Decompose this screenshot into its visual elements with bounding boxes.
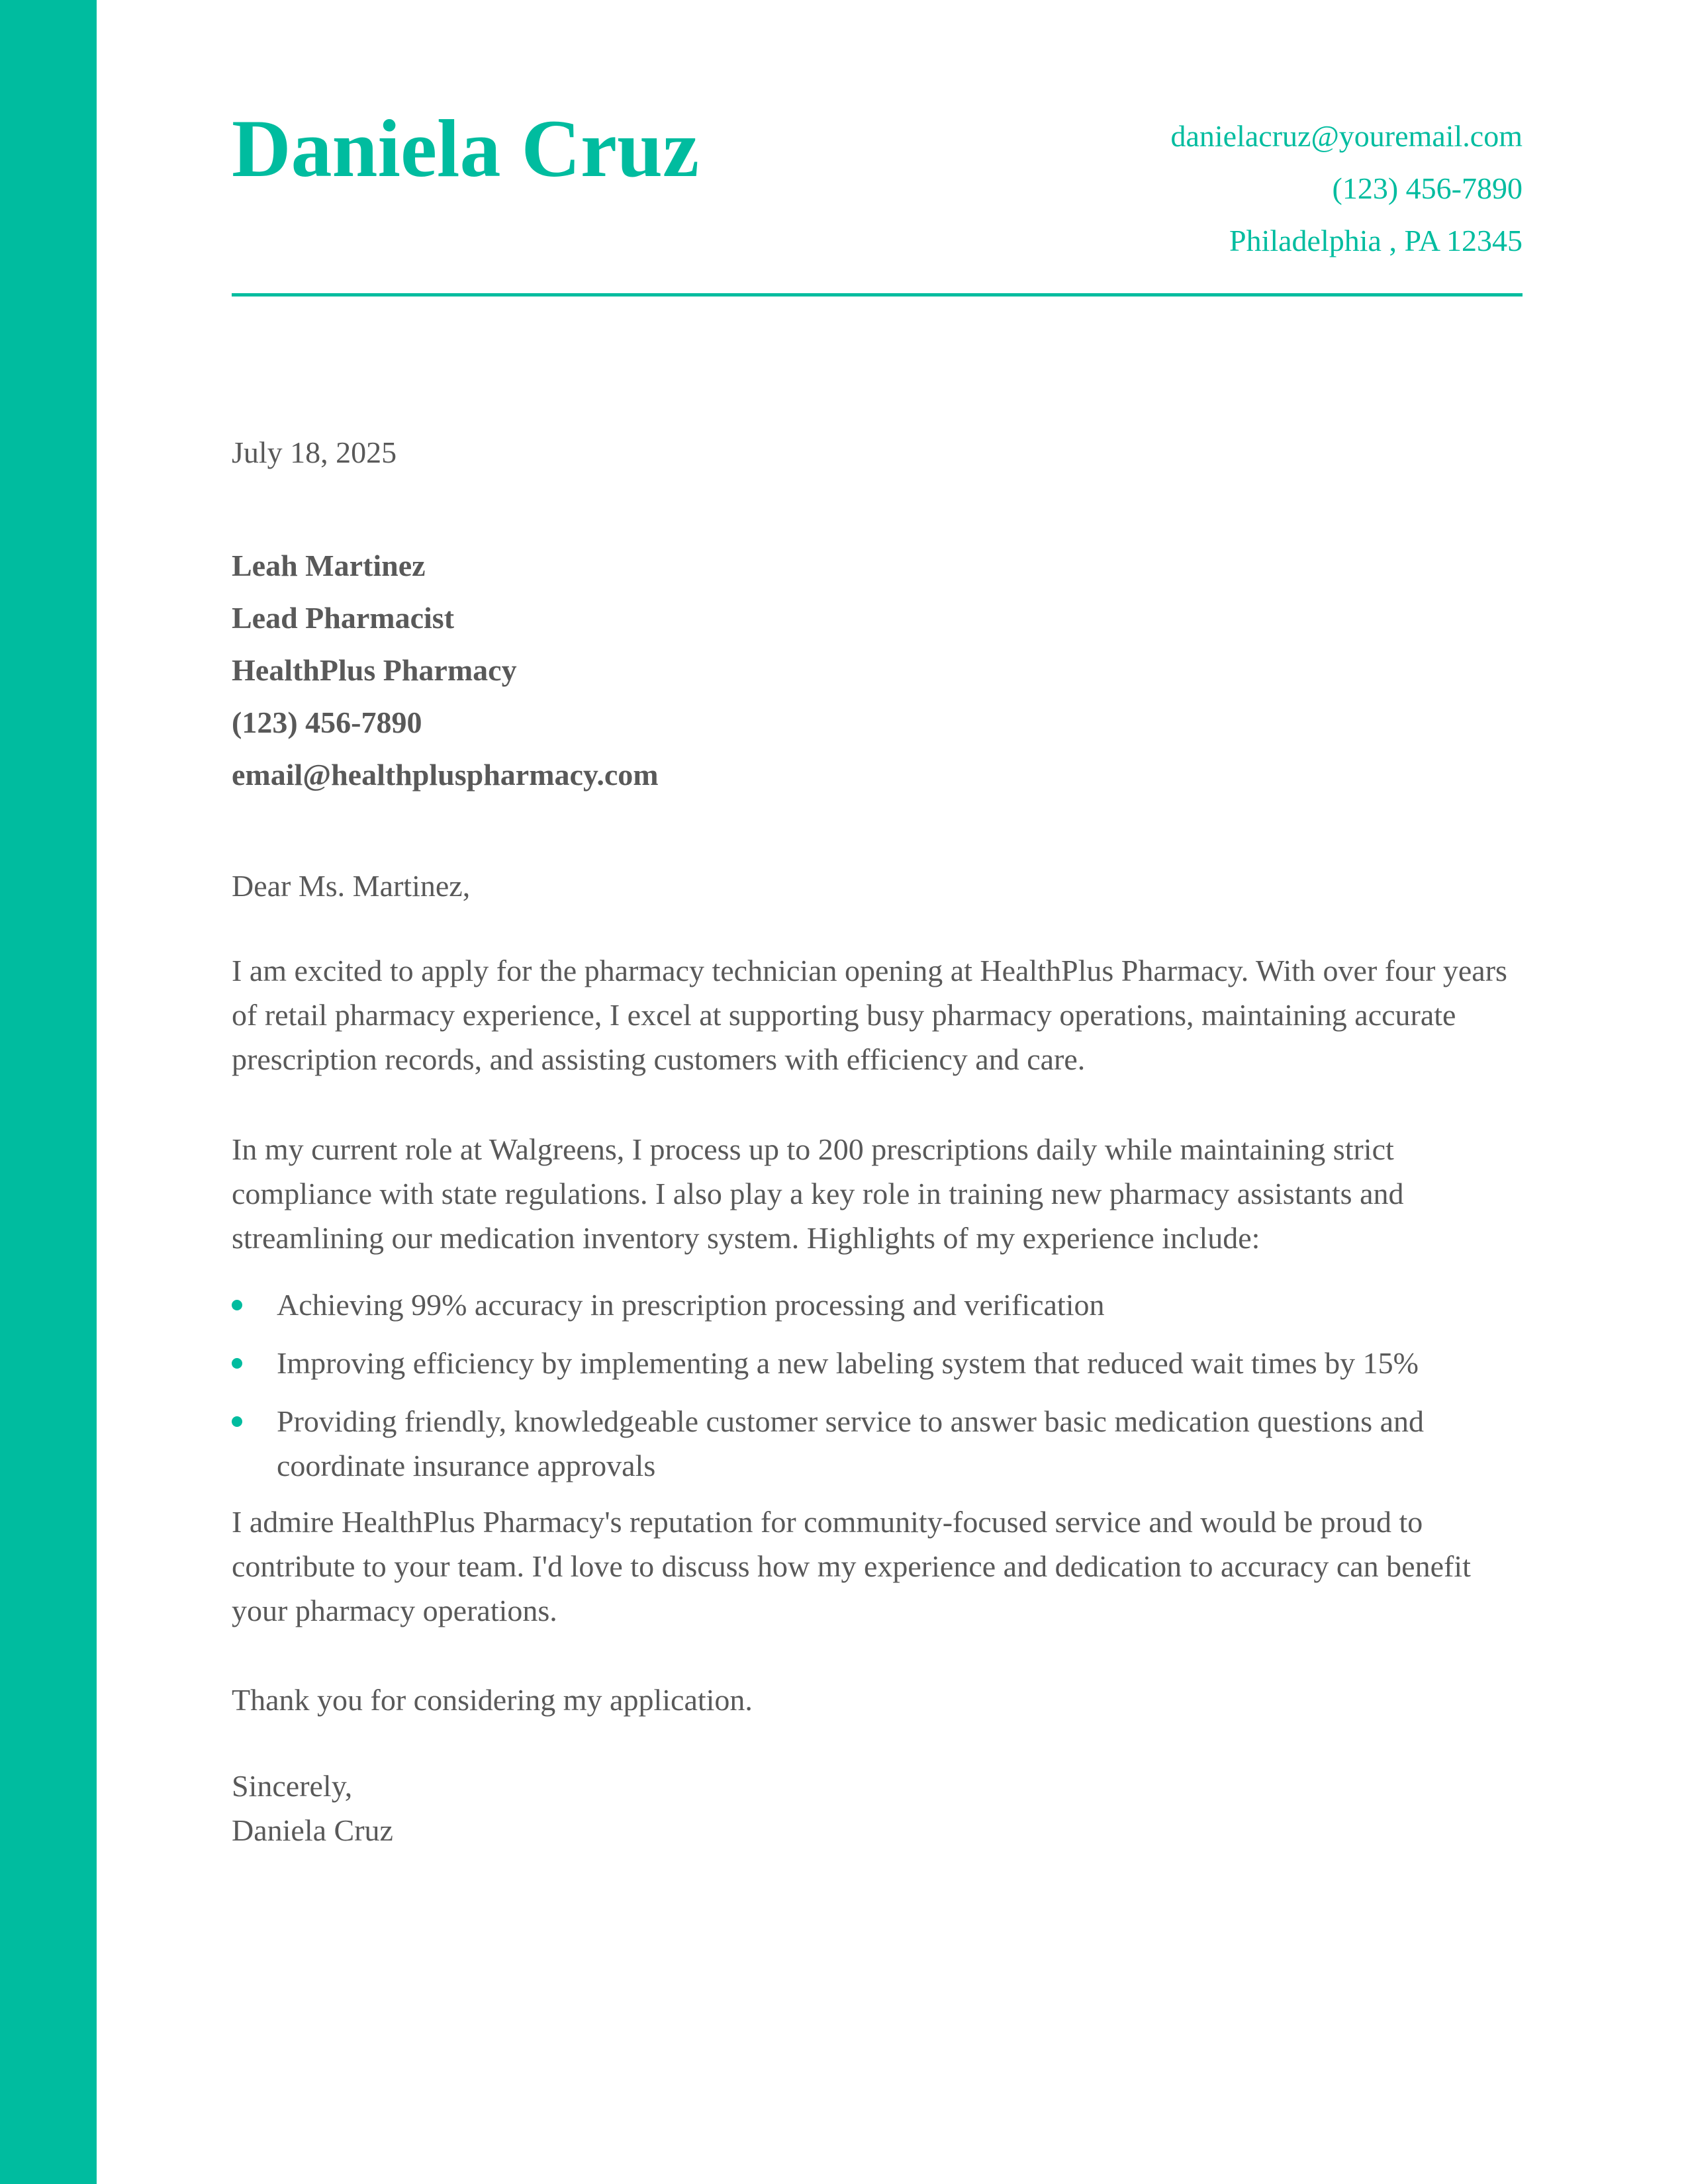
letter-date: July 18, 2025 [232,435,397,469]
recipient-name: Leah Martinez [232,549,426,582]
paragraph-closing: I admire HealthPlus Pharmacy's reputation for community-focused service and would be proud to contribute to your team. I'd love to discuss how my experience and dedication to accuracy can benefit your pharmacy operations. [232,1505,1471,1627]
recipient-company: HealthPlus Pharmacy [232,653,517,687]
signoff-block [232,1764,1523,1852]
recipient-title: Lead Pharmacist [232,601,455,635]
bullet-text: Providing friendly, knowledgeable customer service to answer basic medication questions and coordinate insurance approvals [277,1404,1425,1482]
paragraph-intro: I am excited to apply for the pharmacy technician opening at HealthPlus Pharmacy. With over four years of retail pharmacy experience, I excel at supporting busy pharmacy operations, maintaining accurate prescription records, and assisting customers with efficiency and care. [232,954,1507,1076]
sender-name: Daniela Cruz [232,103,700,194]
sender-phone: (123) 456-7890 [1332,171,1523,205]
sender-location: Philadelphia , PA 12345 [1229,224,1523,257]
list-item [232,1399,1523,1488]
signature-name: Daniela Cruz [232,1813,393,1847]
sender-contact [1170,110,1523,267]
bullet-icon [232,1300,242,1310]
bullet-text: Improving efficiency by implementing a new labeling system that reduced wait times by 15% [277,1346,1419,1380]
paragraph-thanks: Thank you for considering my application. [232,1683,753,1717]
recipient-block [232,539,1523,801]
closing-phrase: Sincerely, [232,1769,353,1803]
bullet-icon [232,1416,242,1427]
list-item [232,1283,1523,1327]
paragraph-experience: In my current role at Walgreens, I process up to 200 prescriptions daily while maintaining strict compliance with state regulations. I also play a key role in training new pharmacy assistants and streamlining our medication inventory system. Highlights of my experience include: [232,1132,1404,1255]
salutation: Dear Ms. Martinez, [232,869,471,903]
sender-email: danielacruz@youremail.com [1170,119,1523,153]
header-divider [232,293,1523,296]
recipient-phone: (123) 456-7890 [232,705,422,739]
bullet-icon [232,1358,242,1369]
accent-sidebar [0,0,97,2184]
recipient-email: email@healthpluspharmacy.com [232,758,659,792]
highlights-list [232,1283,1523,1502]
list-item [232,1341,1523,1385]
bullet-text: Achieving 99% accuracy in prescription processing and verification [277,1288,1105,1322]
